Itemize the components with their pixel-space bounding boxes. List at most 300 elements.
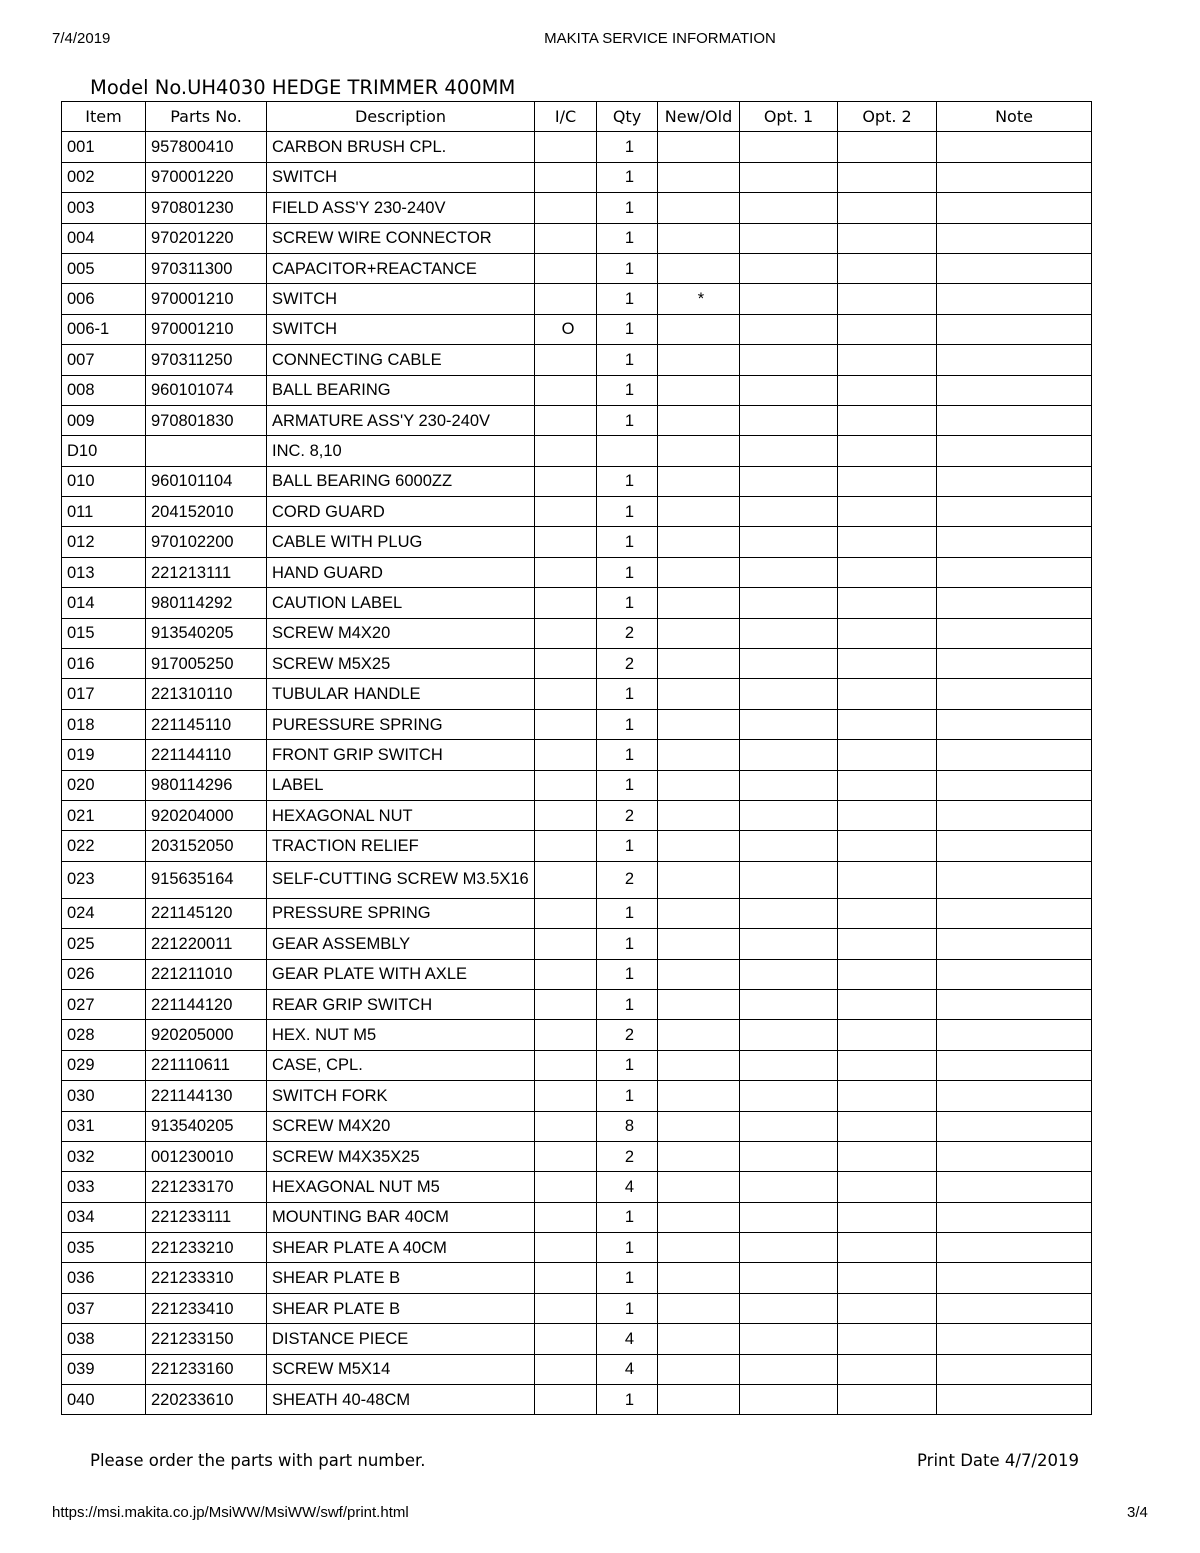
cell-part-no: 970001220 (146, 162, 267, 192)
cell-opt1 (740, 861, 838, 898)
cell-opt1 (740, 618, 838, 648)
table-row (62, 1172, 1092, 1202)
cell-opt1 (740, 1202, 838, 1232)
cell-description: REAR GRIP SWITCH (267, 989, 535, 1019)
cell-note (937, 1324, 1092, 1354)
cell-part-no: 980114296 (146, 770, 267, 800)
cell-item: 021 (62, 800, 146, 830)
cell-ic (535, 861, 597, 898)
cell-description: TRACTION RELIEF (267, 831, 535, 861)
cell-opt1 (740, 1172, 838, 1202)
cell-part-no: 221233310 (146, 1263, 267, 1293)
cell-opt1 (740, 831, 838, 861)
cell-item: 020 (62, 770, 146, 800)
cell-new-old (658, 649, 740, 679)
cell-opt2 (838, 253, 937, 283)
table-row (62, 466, 1092, 496)
table-row (62, 1293, 1092, 1323)
cell-qty: 1 (597, 1233, 658, 1263)
column-header-opt1: Opt. 1 (740, 102, 838, 132)
cell-qty: 1 (597, 132, 658, 162)
cell-part-no: 221233410 (146, 1293, 267, 1323)
cell-qty: 1 (597, 959, 658, 989)
cell-opt2 (838, 1020, 937, 1050)
cell-qty: 1 (597, 223, 658, 253)
cell-part-no: 960101104 (146, 466, 267, 496)
table-row (62, 1050, 1092, 1080)
cell-ic (535, 375, 597, 405)
cell-opt2 (838, 1385, 937, 1415)
cell-opt2 (838, 649, 937, 679)
cell-qty: 4 (597, 1172, 658, 1202)
cell-description: SHEAR PLATE B (267, 1263, 535, 1293)
table-row (62, 497, 1092, 527)
cell-opt1 (740, 770, 838, 800)
cell-ic (535, 405, 597, 435)
cell-part-no: 980114292 (146, 588, 267, 618)
cell-note (937, 253, 1092, 283)
cell-ic (535, 1233, 597, 1263)
cell-qty: 1 (597, 929, 658, 959)
cell-note (937, 588, 1092, 618)
cell-new-old (658, 861, 740, 898)
cell-item: 015 (62, 618, 146, 648)
table-row (62, 284, 1092, 314)
cell-ic (535, 527, 597, 557)
cell-opt2 (838, 1293, 937, 1323)
cell-part-no: 221145120 (146, 898, 267, 928)
cell-opt2 (838, 740, 937, 770)
cell-part-no: 221233111 (146, 1202, 267, 1232)
cell-description: SHEATH 40-48CM (267, 1385, 535, 1415)
cell-item: 034 (62, 1202, 146, 1232)
cell-qty: 1 (597, 1293, 658, 1323)
table-row (62, 1111, 1092, 1141)
cell-item: 023 (62, 861, 146, 898)
cell-new-old (658, 1293, 740, 1323)
cell-ic (535, 1050, 597, 1080)
cell-description: ARMATURE ASS'Y 230-240V (267, 405, 535, 435)
cell-opt1 (740, 527, 838, 557)
cell-note (937, 1141, 1092, 1171)
cell-opt2 (838, 679, 937, 709)
cell-item: 017 (62, 679, 146, 709)
cell-ic (535, 466, 597, 496)
cell-part-no: 221310110 (146, 679, 267, 709)
cell-ic (535, 1172, 597, 1202)
cell-opt1 (740, 466, 838, 496)
cell-part-no: 221213111 (146, 557, 267, 587)
cell-qty: 1 (597, 405, 658, 435)
cell-ic (535, 345, 597, 375)
cell-description: HEXAGONAL NUT (267, 800, 535, 830)
cell-description: GEAR ASSEMBLY (267, 929, 535, 959)
cell-description: PRESSURE SPRING (267, 898, 535, 928)
cell-part-no: 957800410 (146, 132, 267, 162)
cell-description: CASE, CPL. (267, 1050, 535, 1080)
cell-opt2 (838, 345, 937, 375)
cell-item: D10 (62, 436, 146, 466)
cell-ic (535, 436, 597, 466)
cell-qty: 1 (597, 253, 658, 283)
cell-ic (535, 618, 597, 648)
cell-new-old (658, 898, 740, 928)
cell-note (937, 929, 1092, 959)
cell-opt2 (838, 959, 937, 989)
cell-description: CAUTION LABEL (267, 588, 535, 618)
parts-table (61, 101, 1092, 1415)
cell-new-old (658, 497, 740, 527)
cell-opt2 (838, 1263, 937, 1293)
cell-ic (535, 989, 597, 1019)
cell-description: SCREW WIRE CONNECTOR (267, 223, 535, 253)
cell-part-no: 970311250 (146, 345, 267, 375)
cell-note (937, 861, 1092, 898)
cell-item: 019 (62, 740, 146, 770)
cell-opt1 (740, 497, 838, 527)
cell-new-old (658, 1233, 740, 1263)
cell-description: HEXAGONAL NUT M5 (267, 1172, 535, 1202)
cell-description: CAPACITOR+REACTANCE (267, 253, 535, 283)
cell-item: 031 (62, 1111, 146, 1141)
cell-opt1 (740, 132, 838, 162)
cell-new-old (658, 959, 740, 989)
cell-opt1 (740, 1020, 838, 1050)
cell-new-old (658, 929, 740, 959)
cell-ic (535, 1354, 597, 1384)
cell-opt2 (838, 709, 937, 739)
cell-opt2 (838, 898, 937, 928)
cell-new-old (658, 223, 740, 253)
cell-item: 006-1 (62, 314, 146, 344)
cell-ic (535, 253, 597, 283)
cell-note (937, 436, 1092, 466)
cell-opt2 (838, 314, 937, 344)
cell-qty: 2 (597, 861, 658, 898)
cell-opt1 (740, 800, 838, 830)
cell-item: 011 (62, 497, 146, 527)
cell-item: 033 (62, 1172, 146, 1202)
column-header-parts-no: Parts No. (146, 102, 267, 132)
cell-item: 025 (62, 929, 146, 959)
table-row (62, 800, 1092, 830)
cell-new-old (658, 1263, 740, 1293)
cell-new-old (658, 679, 740, 709)
cell-opt1 (740, 1354, 838, 1384)
table-row (62, 649, 1092, 679)
cell-opt1 (740, 740, 838, 770)
cell-description: SCREW M5X14 (267, 1354, 535, 1384)
table-row (62, 831, 1092, 861)
cell-part-no: 221144110 (146, 740, 267, 770)
cell-opt2 (838, 831, 937, 861)
cell-new-old (658, 709, 740, 739)
cell-description: GEAR PLATE WITH AXLE (267, 959, 535, 989)
cell-description: SWITCH (267, 162, 535, 192)
cell-opt1 (740, 223, 838, 253)
cell-opt2 (838, 436, 937, 466)
page-url: https://msi.makita.co.jp/MsiWW/MsiWW/swf/print.html (52, 1504, 409, 1521)
cell-ic (535, 1263, 597, 1293)
cell-description: SCREW M4X20 (267, 618, 535, 648)
cell-item: 037 (62, 1293, 146, 1323)
cell-opt2 (838, 193, 937, 223)
cell-ic (535, 649, 597, 679)
table-row (62, 898, 1092, 928)
cell-description: SWITCH (267, 284, 535, 314)
cell-item: 002 (62, 162, 146, 192)
cell-opt2 (838, 557, 937, 587)
cell-opt1 (740, 193, 838, 223)
cell-description: HAND GUARD (267, 557, 535, 587)
cell-part-no: 221110611 (146, 1050, 267, 1080)
cell-item: 016 (62, 649, 146, 679)
cell-opt2 (838, 770, 937, 800)
cell-part-no: 221233160 (146, 1354, 267, 1384)
cell-item: 009 (62, 405, 146, 435)
table-row (62, 1324, 1092, 1354)
cell-opt2 (838, 1081, 937, 1111)
cell-qty: 1 (597, 1385, 658, 1415)
column-header-qty: Qty (597, 102, 658, 132)
cell-description: CORD GUARD (267, 497, 535, 527)
table-row (62, 709, 1092, 739)
cell-part-no: 970311300 (146, 253, 267, 283)
cell-opt2 (838, 618, 937, 648)
cell-new-old (658, 1202, 740, 1232)
cell-part-no: 001230010 (146, 1141, 267, 1171)
cell-opt1 (740, 649, 838, 679)
cell-item: 024 (62, 898, 146, 928)
cell-part-no: 970001210 (146, 284, 267, 314)
cell-opt2 (838, 375, 937, 405)
cell-ic (535, 284, 597, 314)
cell-note (937, 989, 1092, 1019)
cell-new-old (658, 989, 740, 1019)
cell-item: 039 (62, 1354, 146, 1384)
cell-opt2 (838, 989, 937, 1019)
cell-ic (535, 162, 597, 192)
cell-new-old (658, 1111, 740, 1141)
cell-description: SCREW M4X35X25 (267, 1141, 535, 1171)
cell-ic (535, 132, 597, 162)
cell-part-no: 221144130 (146, 1081, 267, 1111)
cell-new-old (658, 1020, 740, 1050)
cell-note (937, 1354, 1092, 1384)
table-row (62, 1081, 1092, 1111)
cell-note (937, 1111, 1092, 1141)
table-row (62, 1141, 1092, 1171)
cell-qty: 4 (597, 1324, 658, 1354)
cell-opt1 (740, 679, 838, 709)
cell-part-no: 221144120 (146, 989, 267, 1019)
table-row (62, 1202, 1092, 1232)
cell-item: 006 (62, 284, 146, 314)
table-row (62, 223, 1092, 253)
cell-qty: 1 (597, 831, 658, 861)
table-row (62, 375, 1092, 405)
cell-note (937, 1202, 1092, 1232)
cell-part-no: 970801830 (146, 405, 267, 435)
cell-description: PURESSURE SPRING (267, 709, 535, 739)
cell-description: DISTANCE PIECE (267, 1324, 535, 1354)
model-title: Model No.UH4030 HEDGE TRIMMER 400MM (90, 76, 516, 99)
cell-note (937, 405, 1092, 435)
cell-description: CABLE WITH PLUG (267, 527, 535, 557)
cell-ic (535, 831, 597, 861)
cell-opt1 (740, 1263, 838, 1293)
cell-note (937, 709, 1092, 739)
cell-qty: 1 (597, 497, 658, 527)
cell-part-no: 221233210 (146, 1233, 267, 1263)
cell-qty: 1 (597, 162, 658, 192)
cell-part-no: 220233610 (146, 1385, 267, 1415)
cell-description: SELF-CUTTING SCREW M3.5X16 (267, 861, 535, 898)
header-title: MAKITA SERVICE INFORMATION (544, 30, 776, 47)
cell-opt2 (838, 132, 937, 162)
column-header-opt2: Opt. 2 (838, 102, 937, 132)
cell-note (937, 314, 1092, 344)
cell-note (937, 466, 1092, 496)
cell-note (937, 959, 1092, 989)
table-row (62, 1020, 1092, 1050)
cell-part-no: 917005250 (146, 649, 267, 679)
table-row (62, 527, 1092, 557)
cell-item: 013 (62, 557, 146, 587)
cell-qty: 1 (597, 375, 658, 405)
cell-ic (535, 557, 597, 587)
cell-note (937, 1233, 1092, 1263)
cell-opt2 (838, 405, 937, 435)
cell-qty: 1 (597, 588, 658, 618)
cell-note (937, 1385, 1092, 1415)
cell-opt2 (838, 1141, 937, 1171)
cell-opt1 (740, 929, 838, 959)
cell-ic (535, 1141, 597, 1171)
cell-opt2 (838, 1202, 937, 1232)
cell-part-no: 203152050 (146, 831, 267, 861)
cell-ic (535, 497, 597, 527)
cell-part-no: 970001210 (146, 314, 267, 344)
cell-note (937, 345, 1092, 375)
cell-item: 038 (62, 1324, 146, 1354)
cell-opt2 (838, 162, 937, 192)
cell-new-old (658, 132, 740, 162)
table-row (62, 679, 1092, 709)
cell-opt1 (740, 436, 838, 466)
cell-new-old (658, 800, 740, 830)
cell-new-old (658, 253, 740, 283)
table-row (62, 1385, 1092, 1415)
table-row (62, 162, 1092, 192)
cell-part-no: 920205000 (146, 1020, 267, 1050)
cell-new-old (658, 193, 740, 223)
cell-qty: 2 (597, 618, 658, 648)
cell-opt1 (740, 1111, 838, 1141)
cell-ic (535, 898, 597, 928)
cell-opt2 (838, 527, 937, 557)
cell-qty: 2 (597, 649, 658, 679)
cell-description: CONNECTING CABLE (267, 345, 535, 375)
cell-item: 030 (62, 1081, 146, 1111)
cell-part-no: 970801230 (146, 193, 267, 223)
cell-qty: 1 (597, 989, 658, 1019)
cell-description: SWITCH FORK (267, 1081, 535, 1111)
cell-item: 040 (62, 1385, 146, 1415)
table-row (62, 132, 1092, 162)
cell-new-old (658, 375, 740, 405)
table-row (62, 989, 1092, 1019)
table-row (62, 618, 1092, 648)
cell-opt2 (838, 497, 937, 527)
cell-ic (535, 929, 597, 959)
cell-opt2 (838, 1324, 937, 1354)
cell-qty: 2 (597, 800, 658, 830)
cell-qty: 1 (597, 1202, 658, 1232)
table-row (62, 1233, 1092, 1263)
cell-ic (535, 800, 597, 830)
cell-item: 001 (62, 132, 146, 162)
cell-opt1 (740, 1233, 838, 1263)
cell-ic (535, 588, 597, 618)
cell-item: 029 (62, 1050, 146, 1080)
table-row (62, 1263, 1092, 1293)
cell-part-no: 221211010 (146, 959, 267, 989)
cell-part-no: 221220011 (146, 929, 267, 959)
cell-opt1 (740, 1141, 838, 1171)
cell-opt1 (740, 989, 838, 1019)
cell-description: BALL BEARING (267, 375, 535, 405)
cell-note (937, 162, 1092, 192)
cell-qty: 1 (597, 709, 658, 739)
cell-item: 026 (62, 959, 146, 989)
cell-ic (535, 1111, 597, 1141)
cell-opt1 (740, 284, 838, 314)
cell-new-old (658, 1385, 740, 1415)
cell-item: 012 (62, 527, 146, 557)
cell-note (937, 497, 1092, 527)
table-header-row (62, 102, 1092, 132)
cell-note (937, 831, 1092, 861)
cell-ic (535, 709, 597, 739)
cell-ic (535, 1020, 597, 1050)
cell-qty: 1 (597, 1263, 658, 1293)
cell-part-no: 221233150 (146, 1324, 267, 1354)
cell-new-old (658, 527, 740, 557)
cell-opt2 (838, 1172, 937, 1202)
cell-item: 022 (62, 831, 146, 861)
cell-part-no: 913540205 (146, 1111, 267, 1141)
cell-opt1 (740, 345, 838, 375)
cell-note (937, 1050, 1092, 1080)
cell-opt1 (740, 1081, 838, 1111)
cell-part-no: 970102200 (146, 527, 267, 557)
cell-qty: 1 (597, 314, 658, 344)
table-row (62, 770, 1092, 800)
cell-opt1 (740, 1293, 838, 1323)
cell-item: 028 (62, 1020, 146, 1050)
cell-item: 035 (62, 1233, 146, 1263)
cell-qty: 2 (597, 1141, 658, 1171)
cell-new-old (658, 1354, 740, 1384)
cell-item: 003 (62, 193, 146, 223)
cell-description: BALL BEARING 6000ZZ (267, 466, 535, 496)
cell-opt2 (838, 861, 937, 898)
cell-part-no: 204152010 (146, 497, 267, 527)
cell-part-no: 915635164 (146, 861, 267, 898)
cell-ic (535, 1293, 597, 1323)
cell-note (937, 1081, 1092, 1111)
